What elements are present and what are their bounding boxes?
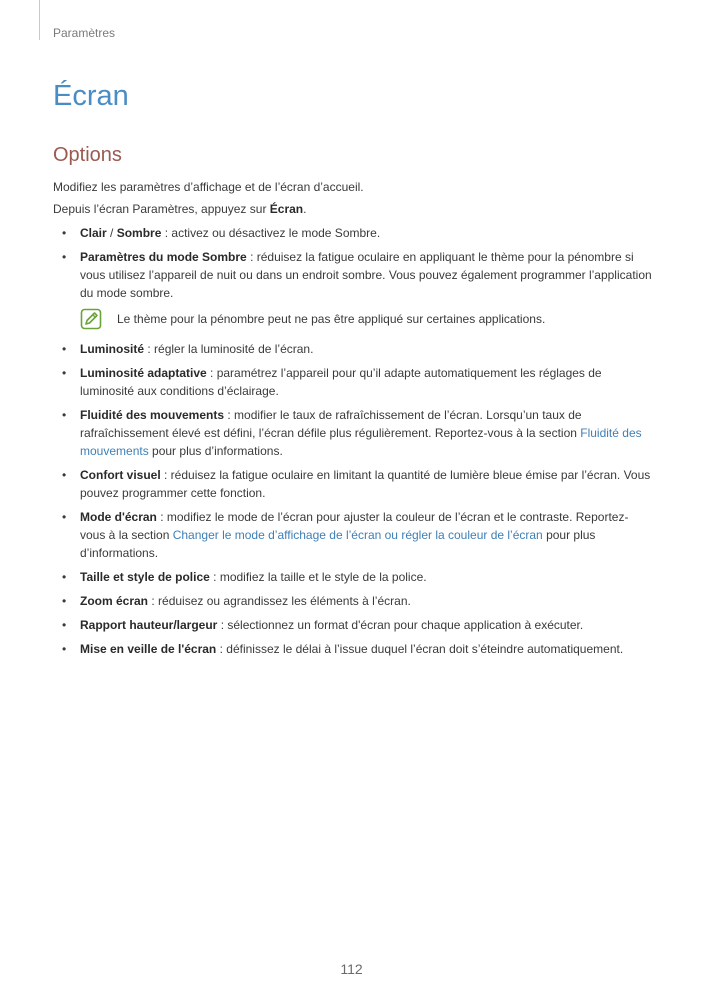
content	[53, 178, 653, 664]
list-item-mode-sombre: • Paramètres du mode Sombre : réduisez la fatigue oculaire en appliquant le thème pour la pénombre si vous utilisez l’appareil de nuit ou dans un endroit sombre. Vous pouvez également programmer l’application du mode sombre.	[53, 248, 653, 302]
list-item-zoom-ecran: • Zoom écran : réduisez ou agrandissez les éléments à l’écran.	[53, 592, 653, 610]
note-text: Le thème pour la pénombre peut ne pas être appliqué sur certaines applications.	[117, 312, 546, 326]
list-item-luminosite-adaptative: • Luminosité adaptative : paramétrez l’appareil pour qu’il adapte automatiquement les réglages de luminosité aux conditions d’éclairage.	[53, 364, 653, 400]
section-title: Options	[53, 144, 122, 166]
list-item-confort-visuel: • Confort visuel : réduisez la fatigue oculaire en limitant la quantité de lumière bleue émise par l’écran. Vous pouvez programmer cette fonction.	[53, 466, 653, 502]
menu-name: Écran	[269, 202, 304, 216]
instruction-paragraph: Depuis l’écran Paramètres, appuyez sur Écran.	[53, 202, 307, 216]
list-item-taille-police: • Taille et style de police : modifiez la taille et le style de la police.	[53, 568, 653, 586]
options-list	[53, 224, 653, 302]
fluidite-link[interactable]: Fluidité des mouvements	[80, 426, 642, 458]
list-item-mode-ecran: • Mode d'écran : modifiez le mode de l’écran pour ajuster la couleur de l’écran et le contraste. Reportez-vous à la section Changer le mode d’affichage de l’écran ou régler la couleur de l’écran pour plus d’informations.	[53, 508, 653, 562]
note-pencil-icon	[80, 308, 102, 330]
options-list-continued	[53, 340, 653, 658]
list-item-luminosite: • Luminosité : régler la luminosité de l’écran.	[53, 340, 653, 358]
header-rule	[39, 0, 40, 40]
page-title: Écran	[53, 80, 129, 112]
list-item-fluidite: • Fluidité des mouvements : modifier le taux de rafraîchissement de l’écran. Lorsqu’un taux de rafraîchissement élevé est défini, l’écran défile plus régulièrement. Reportez-vous à la section Fluidité des mouvements pour plus d’informations.	[53, 406, 653, 460]
running-header: Paramètres	[53, 26, 116, 40]
mode-ecran-link[interactable]: Changer le mode d’affichage de l’écran ou régler la couleur de l’écran	[172, 528, 543, 542]
list-item-rapport: • Rapport hauteur/largeur : sélectionnez un format d'écran pour chaque application à exécuter.	[53, 616, 653, 634]
list-item-clair-sombre: • Clair / Sombre : activez ou désactivez le mode Sombre.	[53, 224, 653, 242]
page-number: 112	[340, 961, 363, 977]
list-item-mise-en-veille: • Mise en veille de l'écran : définissez le délai à l’issue duquel l’écran doit s’éteindre automatiquement.	[53, 640, 653, 658]
intro-paragraph: Modifiez les paramètres d’affichage et de l’écran d’accueil.	[53, 180, 364, 194]
note	[80, 308, 653, 330]
